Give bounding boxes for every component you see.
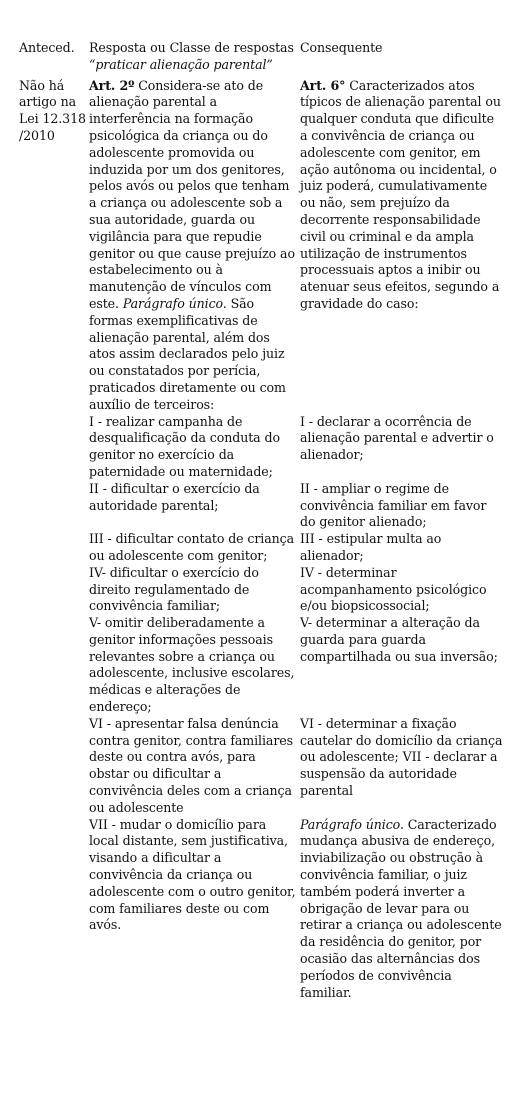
empty-cell — [19, 414, 89, 481]
empty-cell — [19, 817, 89, 1002]
article-6-text: Caracterizados atos típicos de alienação parental ou qualquer conduta que dificulte a convivência de criança ou adolescente com genitor, em ação autônoma ou incidental, o juiz poderá, cumulativamente ou não, sem prejuízo da decorrente responsabilidade civil ou criminal e da ampla utilização de instrumentos processuais aptos a inibir ou atenuar seus efeitos, segundo a gravidade do caso: — [300, 77, 501, 311]
article-row — [19, 78, 503, 414]
response-item-1: I - realizar campanha de desqualificação da conduta do genitor no exercício da paternidade ou maternidade; — [89, 413, 280, 479]
antecedent-cell: Não há artigo na Lei 12.318 /2010 — [19, 77, 86, 143]
consequent-item-4: IV - determinar acompanhamento psicológico e/ou biopsicossocial; — [300, 564, 487, 614]
consequent-item-6: VI - determinar a fixação cautelar do domicílio da criança ou adolescente; VII - declarar a suspensão da autoridade parental — [300, 715, 503, 799]
table-row — [19, 531, 503, 565]
consequent-paragraph — [299, 817, 503, 1002]
legal-comparison-table — [19, 40, 503, 1001]
empty-cell — [19, 615, 89, 716]
empty-cell — [19, 531, 89, 565]
article-6-label: Art. 6° — [300, 77, 346, 93]
header-response — [89, 40, 299, 78]
article-2-paragraph-label: Parágrafo único. — [122, 295, 227, 311]
table-row — [19, 615, 503, 716]
empty-cell — [19, 716, 89, 817]
header-response-italic: “praticar alienação parental” — [89, 56, 273, 72]
consequent-item-1: I - declarar a ocorrência de alienação parental e advertir o alienador; — [300, 413, 494, 463]
header-consequent: Consequente — [300, 40, 383, 55]
empty-cell — [19, 565, 89, 615]
article-6-cell — [299, 78, 503, 414]
consequent-item-5: V- determinar a alteração da guarda para guarda compartilhada ou sua inversão; — [300, 615, 498, 664]
header-row — [19, 40, 503, 78]
article-2-cell — [89, 78, 299, 414]
empty-cell — [19, 481, 89, 531]
article-2-paragraph-text: São formas exemplificativas de alienação parental, além dos atos assim declarados pelo juiz ou constatados por perícia, praticados diretamente ou com auxílio de terceiros: — [89, 295, 286, 412]
article-2-text: Considera-se ato de alienação parental a interferência na formação psicológica da criança ou do adolescente promovida ou induzida por um dos genitores, pelos avós ou pelos que tenham a criança ou adolescente sob a sua autoridade, guarda ou vigilância para que repudie genitor ou que cause prejuízo ao estabelecimento ou à manutenção de vínculos com este. — [89, 77, 295, 311]
consequent-paragraph-text: Caracterizado mudança abusiva de endereço, inviabilização ou obstrução à convivência familiar, o juiz também poderá inverter a obrigação de levar para ou retirar a criança ou adolescente da residência do genitor, por ocasião das alternâncias dos períodos de convivência familiar. — [300, 816, 502, 1000]
header-response-text: Resposta ou Classe de respostas — [89, 40, 294, 55]
response-item-6: VI - apresentar falsa denúncia contra genitor, contra familiares deste ou contra avós, para obstar ou dificultar a convivência deles com a criança ou adolescente — [89, 715, 293, 815]
table-row — [19, 565, 503, 615]
table-row — [19, 481, 503, 531]
consequent-item-2: II - ampliar o regime de convivência familiar em favor do genitor alienado; — [300, 480, 487, 530]
response-item-3: III - dificultar contato de criança ou adolescente com genitor; — [89, 531, 295, 563]
table-row — [19, 414, 503, 481]
table-row — [19, 817, 503, 1002]
document-page — [19, 40, 503, 1001]
table-row — [19, 716, 503, 817]
consequent-paragraph-label: Parágrafo único. — [300, 816, 404, 832]
response-item-5: V- omitir deliberadamente a genitor informações pessoais relevantes sobre a criança ou adolescente, inclusive escolares, médicas e alterações de endereço; — [89, 615, 295, 715]
response-item-2: II - dificultar o exercício da autoridade parental; — [89, 480, 260, 513]
consequent-item-3: III - estipular multa ao alienador; — [300, 531, 442, 563]
response-item-7: VII - mudar o domicílio para local distante, sem justificativa, visando a dificultar a convivência da criança ou adolescente com o outro genitor, com familiares deste ou com avós. — [89, 816, 296, 933]
header-antecedent: Anteced. — [19, 40, 75, 55]
article-2-label: Art. 2º — [89, 77, 135, 93]
response-item-4: IV- dificultar o exercício do direito regulamentado de convivência familiar; — [89, 564, 259, 614]
